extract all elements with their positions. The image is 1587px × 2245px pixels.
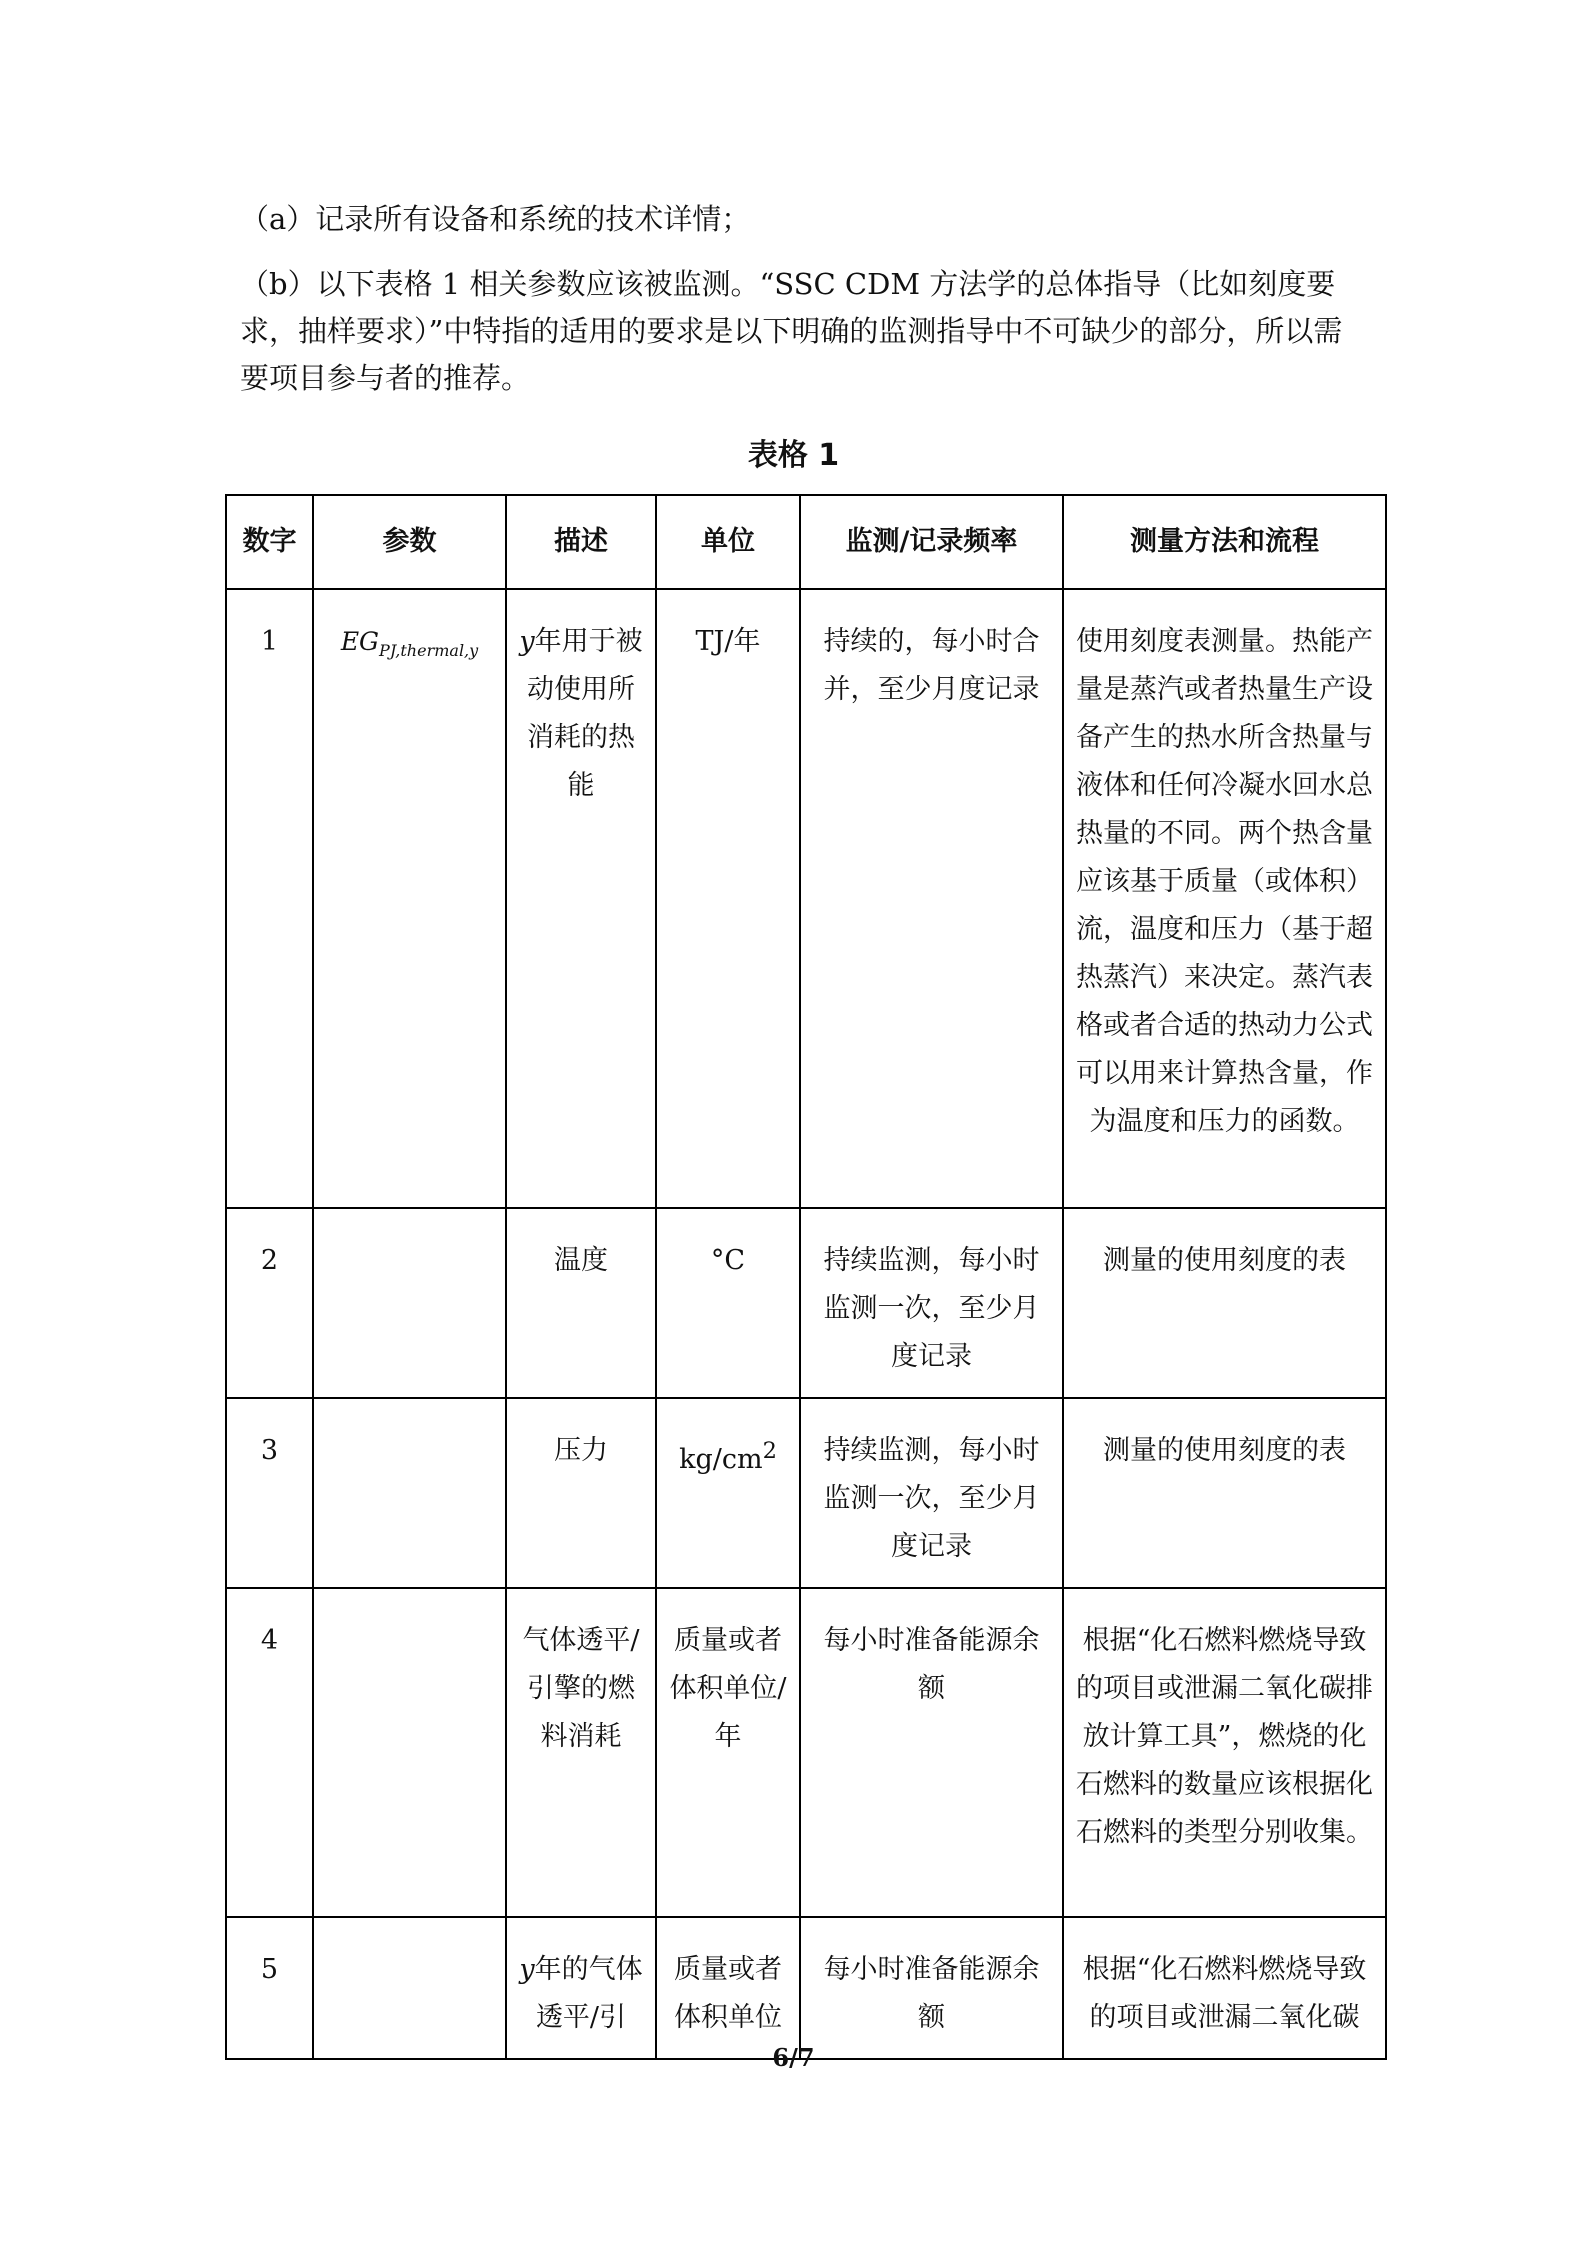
- monitoring-table: [225, 494, 1387, 2060]
- cell-parameter: [313, 1917, 506, 2059]
- cell-frequency: 每小时准备能源余额: [800, 1917, 1063, 2059]
- table-row: [226, 1588, 1386, 1917]
- year-variable: y: [519, 1954, 535, 1985]
- cell-unit: $kg/cm^2$: [656, 1398, 800, 1588]
- cell-unit: 质量或者体积单位: [656, 1917, 800, 2059]
- table-row: [226, 1208, 1386, 1398]
- cell-description: y年用于被动使用所消耗的热能: [506, 589, 656, 1208]
- cell-description: 温度: [506, 1208, 656, 1398]
- parameter-symbol: $EG_{PJ,thermal,y}$: [340, 627, 479, 660]
- table-row: [226, 589, 1386, 1208]
- cell-frequency: 持续监测，每小时监测一次，至少月度记录: [800, 1208, 1063, 1398]
- cell-description: 气体透平/引擎的燃料消耗: [506, 1588, 656, 1917]
- cell-parameter: [313, 1398, 506, 1588]
- header-unit: 单位: [656, 495, 800, 589]
- cell-number: 4: [226, 1588, 313, 1917]
- cell-parameter: [313, 1588, 506, 1917]
- cell-method: 根据“化石燃料燃烧导致的项目或泄漏二氧化碳: [1063, 1917, 1386, 2059]
- cell-unit: TJ/年: [656, 589, 800, 1208]
- cell-frequency: 每小时准备能源余额: [800, 1588, 1063, 1917]
- header-parameter: 参数: [313, 495, 506, 589]
- header-number: 数字: [226, 495, 313, 589]
- paragraph-a: （a）记录所有设备和系统的技术详情；: [240, 202, 751, 236]
- cell-method: 根据“化石燃料燃烧导致的项目或泄漏二氧化碳排放计算工具”，燃烧的化石燃料的数量应该根据化石燃料的类型分别收集。: [1063, 1588, 1386, 1917]
- header-method: 测量方法和流程: [1063, 495, 1386, 589]
- cell-method: 测量的使用刻度的表: [1063, 1398, 1386, 1588]
- cell-parameter: [313, 1208, 506, 1398]
- cell-number: 1: [226, 589, 313, 1208]
- table-caption: 表格 1: [747, 438, 840, 473]
- header-frequency: 监测/记录频率: [800, 495, 1063, 589]
- cell-unit: 质量或者体积单位/年: [656, 1588, 800, 1917]
- table-row: [226, 1398, 1386, 1588]
- cell-frequency: 持续监测，每小时监测一次，至少月度记录: [800, 1398, 1063, 1588]
- page-number: 6/7: [772, 2043, 815, 2072]
- cell-method: 使用刻度表测量。热能产量是蒸汽或者热量生产设备产生的热水所含热量与液体和任何冷凝水回水总热量的不同。两个热含量应该基于质量（或体积）流，温度和压力（基于超热蒸汽）来决定。蒸汽表格或者合适的热动力公式可以用来计算热含量，作为温度和压力的函数。: [1063, 589, 1386, 1208]
- paragraph-b: （b）以下表格 1 相关参数应该被监测。“SSC CDM 方法学的总体指导（比如刻度要求，抽样要求）”中特指的适用的要求是以下明确的监测指导中不可缺少的部分，所以需要项目参与者的推荐。: [240, 267, 1343, 395]
- year-variable: y: [519, 626, 535, 657]
- header-description: 描述: [506, 495, 656, 589]
- table-header-row: [226, 495, 1386, 589]
- cell-number: 3: [226, 1398, 313, 1588]
- cell-method: 测量的使用刻度的表: [1063, 1208, 1386, 1398]
- cell-parameter: [313, 589, 506, 1208]
- cell-frequency: 持续的，每小时合并，至少月度记录: [800, 589, 1063, 1208]
- cell-number: 5: [226, 1917, 313, 2059]
- cell-description: 压力: [506, 1398, 656, 1588]
- table-row: [226, 1917, 1386, 2059]
- cell-unit: °C: [656, 1208, 800, 1398]
- cell-description: y年的气体透平/引: [506, 1917, 656, 2059]
- cell-number: 2: [226, 1208, 313, 1398]
